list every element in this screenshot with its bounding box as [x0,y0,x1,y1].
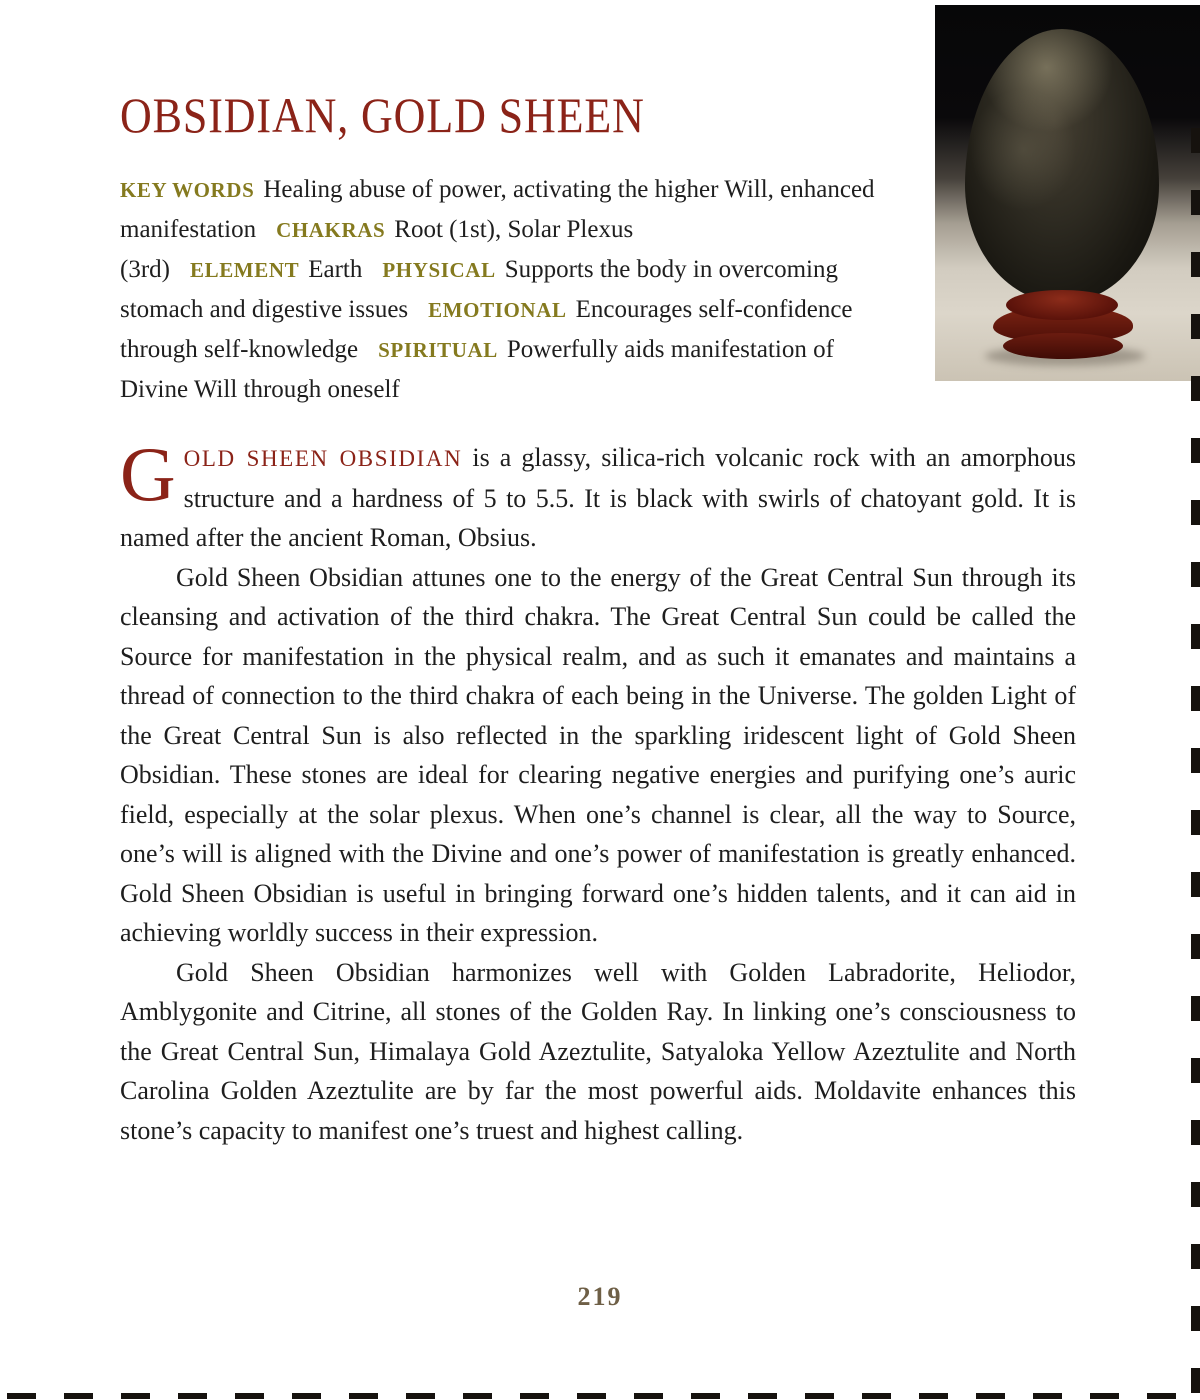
page-number: 219 [577,1282,623,1311]
drop-cap: G [120,431,176,517]
element-label: ELEMENT [189,258,300,282]
right-edge-marks [1191,128,1200,1400]
paragraph-2: Gold Sheen Obsidian attunes one to the energy of the Great Central Sun through its cleansing and activation of the third chakra. The Great Central Sun could be called the Source for manifestation in the physical realm, and as such it emanates and maintains a thread of connection to the third chakra of each being in the Universe. The golden Light of the Great Central Sun is also reflected in the sparkling iridescent light of Gold Sheen Obsidian. These stones are ideal for clearing negative energies and purifying one’s auric field, especially at the solar plexus. When one’s channel is clear, all the way to Source, one’s will is aligned with the Divine and one’s power of manifestation is greatly enhanced. Gold Sheen Obsidian is useful in bringing forward one’s hidden talents, and it can aid in achieving worldly success in their expression. [120,562,1076,947]
attribute-element [190,256,382,283]
page-title: OBSIDIAN, GOLD SHEEN [120,87,645,143]
element-value: Earth [308,256,363,283]
obsidian-egg [965,29,1159,303]
stand-base [1003,333,1123,359]
lead-small-caps: OLD SHEEN OBSIDIAN [183,446,463,471]
key-words-label: KEY WORDS [120,178,255,202]
stand-top-ring [1006,290,1118,320]
bottom-edge-marks [7,1393,1200,1399]
body-text [120,431,1076,1150]
chakras-value: Root (1st), Solar Plexus (3rd) [120,216,634,283]
emotional-value: Encourages self-confidence through self-knowledge [120,296,853,363]
physical-value: Supports the body in overcoming stomach and digestive issues [120,256,838,323]
lead-paragraph [120,431,1076,558]
lead-text: is a glassy, silica-rich volcanic rock with an amorphous structure and a hardness of 5 to 5.5. It is black with swirls of chatoyant gold. It is named after the ancient Roman, Obsius. [120,443,1076,552]
key-words-value: Healing abuse of power, activating the higher Will, enhanced manifestation [120,176,875,243]
paragraph-3: Gold Sheen Obsidian harmonizes well with Golden Labradorite, Heliodor, Amblygonite and Citrine, all stones of the Golden Ray. In linking one’s consciousness to the Great Central Sun, Himalaya Gold Azeztulite, Satyaloka Yellow Azeztulite and North Carolina Golden Azeztulite are by far the most powerful aids. Moldavite enhances this stone’s capacity to manifest one’s truest and highest calling. [120,957,1076,1145]
stone-photo [935,5,1200,381]
emotional-label: EMOTIONAL [428,298,567,322]
wooden-stand [993,288,1133,373]
headnote [120,170,898,409]
spiritual-value: Powerfully aids manifestation of Divine Will through oneself [120,336,834,403]
spiritual-label: SPIRITUAL [378,338,498,362]
chakras-label: CHAKRAS [276,218,386,242]
physical-label: PHYSICAL [382,258,496,282]
